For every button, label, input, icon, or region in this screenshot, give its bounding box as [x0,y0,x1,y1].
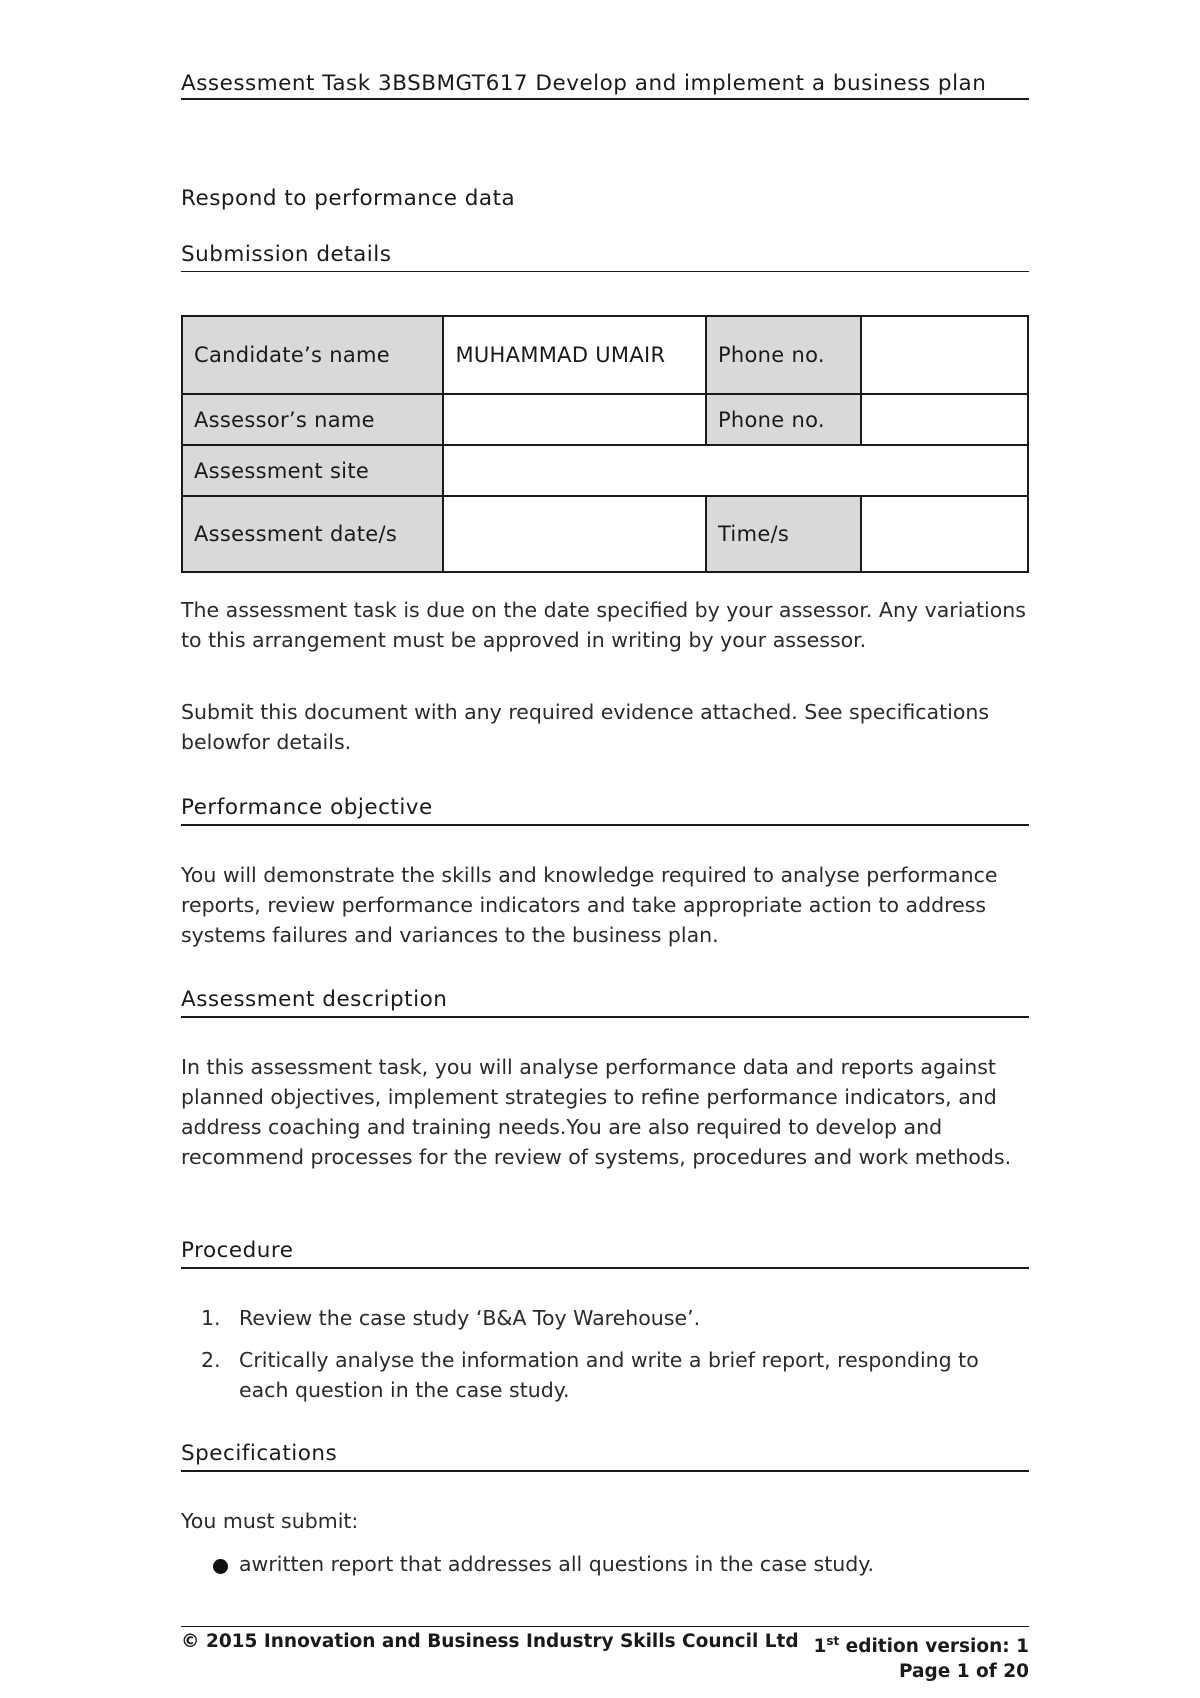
edition-text: edition version: 1 [839,1636,1029,1658]
step-number: 1. [201,1306,221,1330]
bullet-icon [213,1559,228,1574]
list-item [181,1303,1029,1333]
candidate-name-label: Candidate’s name [182,316,443,394]
procedure-steps [181,1303,1029,1417]
specifications-intro: You must submit: [181,1509,359,1533]
candidate-phone-value[interactable] [861,316,1028,394]
document-header [181,70,1029,100]
candidate-phone-label: Phone no. [706,316,861,394]
table-row [182,496,1028,572]
assessment-date-value[interactable] [443,496,705,572]
assessor-phone-label: Phone no. [706,394,861,445]
step-text: Critically analyse the information and write a brief report, responding to each question in the case study. [239,1348,979,1402]
assessor-phone-value[interactable] [861,394,1028,445]
table-row [182,316,1028,394]
step-number: 2. [201,1348,221,1372]
header-title: Assessment Task 3BSBMGT617 Develop and implement a business plan [181,71,987,96]
edition-number: 1 [813,1636,827,1658]
assessment-site-label: Assessment site [182,445,443,496]
performance-objective-text: You will demonstrate the skills and knowledge required to analyse performance reports, review performance indicators and take appropriate action to address systems failures and variances to the business plan. [181,863,998,947]
list-item [181,1549,1029,1579]
due-date-paragraph: The assessment task is due on the date specified by your assessor. Any variations to this arrangement must be approved in writing by your assessor. [181,598,1026,652]
list-item [181,1345,1029,1405]
table-row [182,394,1028,445]
footer-edition [813,1629,1029,1659]
footer-page-number: Page 1 of 20 [898,1661,1029,1683]
time-value[interactable] [861,496,1028,572]
table-row [182,445,1028,496]
document-page [181,0,1029,1698]
submit-instructions-paragraph: Submit this document with any required evidence attached. See specifications belowfor details. [181,700,990,754]
specifications-heading: Specifications [181,1440,1029,1472]
document-footer [181,1626,1029,1683]
task-subtitle: Respond to performance data [181,186,516,211]
procedure-heading: Procedure [181,1237,1029,1269]
assessment-description-heading: Assessment description [181,986,1029,1018]
footer-copyright: © 2015 Innovation and Business Industry Skills Council Ltd [181,1631,799,1652]
assessor-name-value[interactable] [443,394,705,445]
specification-item-text: awritten report that addresses all questions in the case study. [239,1552,874,1576]
assessment-date-label: Assessment date/s [182,496,443,572]
assessment-site-value[interactable] [443,445,1028,496]
performance-objective-heading: Performance objective [181,794,1029,826]
candidate-name-value[interactable]: MUHAMMAD UMAIR [443,316,705,394]
time-label: Time/s [706,496,861,572]
submission-details-table [181,315,1029,573]
specifications-list [181,1549,1029,1579]
assessor-name-label: Assessor’s name [182,394,443,445]
submission-details-heading: Submission details [181,241,1029,272]
assessment-description-text: In this assessment task, you will analyse performance data and reports against planned objectives, implement strategies to refine performance indicators, and address coaching and training needs.You are also required to develop and recommend processes for the review of systems, procedures and work methods. [181,1055,1012,1169]
footer-right [813,1629,1029,1684]
step-text: Review the case study ‘B&A Toy Warehouse’. [239,1306,701,1330]
edition-superscript: st [826,1634,840,1648]
